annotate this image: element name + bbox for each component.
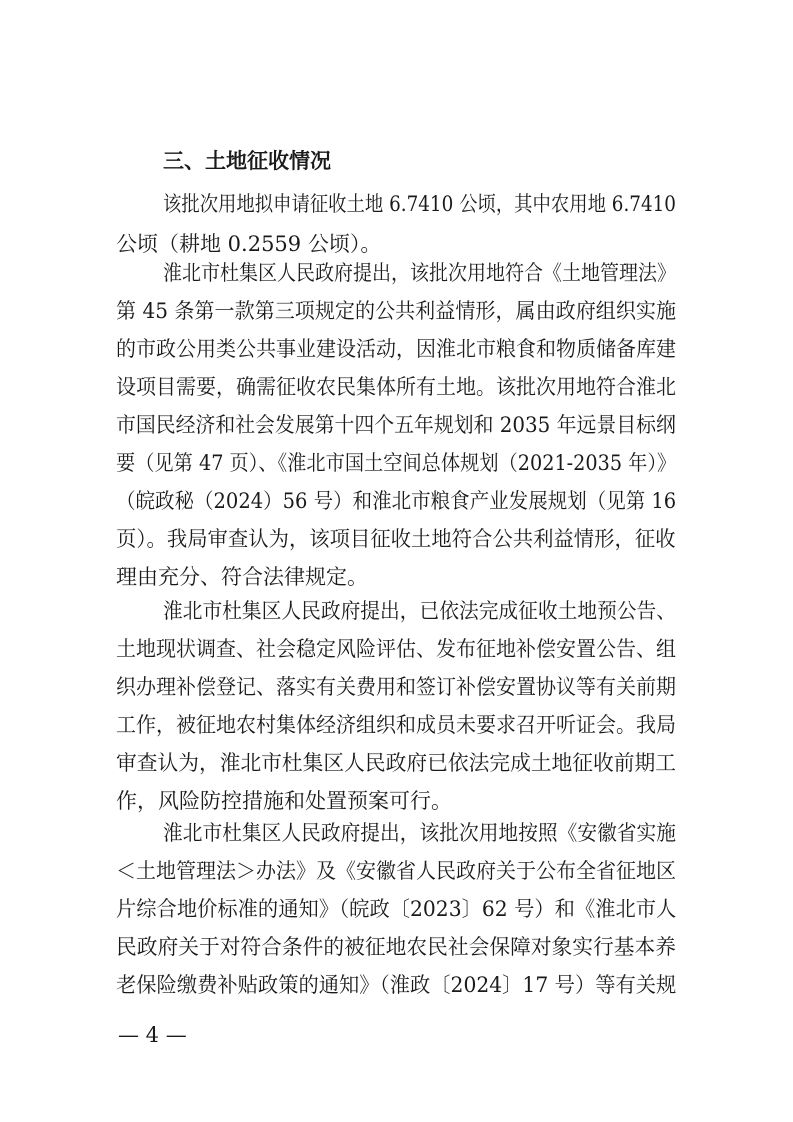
text-line-22: 老保险缴费补贴政策的通知》（淮政〔2024〕17 号）等有关规 (116, 973, 677, 997)
text-line-12: 淮北市杜集区人民政府提出，已依法完成征收土地预公告、 (163, 599, 676, 623)
section-heading: 三、土地征收情况 (163, 149, 331, 173)
text-line-7: 市国民经济和社会发展第十四个五年规划和 2035 年远景目标纲 (116, 413, 676, 437)
text-line-17: 作，风险防控措施和处置预案可行。 (116, 789, 452, 813)
text-line-8: 要（见第 47 页）、《淮北市国土空间总体规划（2021-2035 年）》 (116, 451, 677, 475)
text-line-20: 片综合地价标准的通知》（皖政〔2023〕62 号）和《淮北市人 (116, 897, 677, 921)
text-line-2: 公顷（耕地 0.2559 公顷）。 (116, 232, 382, 256)
text-line-15: 工作，被征地农村集体经济组织和成员未要求召开听证会。我局 (116, 713, 676, 737)
text-line-14: 织办理补偿登记、落实有关费用和签订补偿安置协议等有关前期 (116, 675, 676, 699)
text-line-19: ＜土地管理法＞办法》及《安徽省人民政府关于公布全省征地区 (116, 859, 676, 883)
text-line-16: 审查认为，淮北市杜集区人民政府已依法完成土地征收前期工 (116, 751, 676, 775)
text-line-1: 该批次用地拟申请征收土地 6.7410 公顷，其中农用地 6.7410 (163, 192, 676, 216)
text-line-10: 页）。我局审查认为，该项目征收土地符合公共利益情形，征收 (116, 527, 676, 551)
text-line-9: （皖政秘（2024）56 号）和淮北市粮食产业发展规划（见第 16 (116, 489, 677, 513)
text-line-4: 第 45 条第一款第三项规定的公共利益情形，属由政府组织实施 (116, 299, 677, 323)
text-line-18: 淮北市杜集区人民政府提出，该批次用地按照《安徽省实施 (163, 821, 676, 845)
text-line-5: 的市政公用类公共事业建设活动，因淮北市粮食和物质储备库建 (116, 337, 676, 361)
text-line-11: 理由充分、符合法律规定。 (116, 565, 368, 589)
page-number: — 4 — (118, 1023, 187, 1047)
text-line-13: 土地现状调查、社会稳定风险评估、发布征地补偿安置公告、组 (116, 637, 676, 661)
text-line-3: 淮北市杜集区人民政府提出，该批次用地符合《土地管理法》 (163, 261, 676, 285)
text-line-6: 设项目需要，确需征收农民集体所有土地。该批次用地符合淮北 (116, 375, 676, 399)
text-line-21: 民政府关于对符合条件的被征地农民社会保障对象实行基本养 (116, 935, 676, 959)
